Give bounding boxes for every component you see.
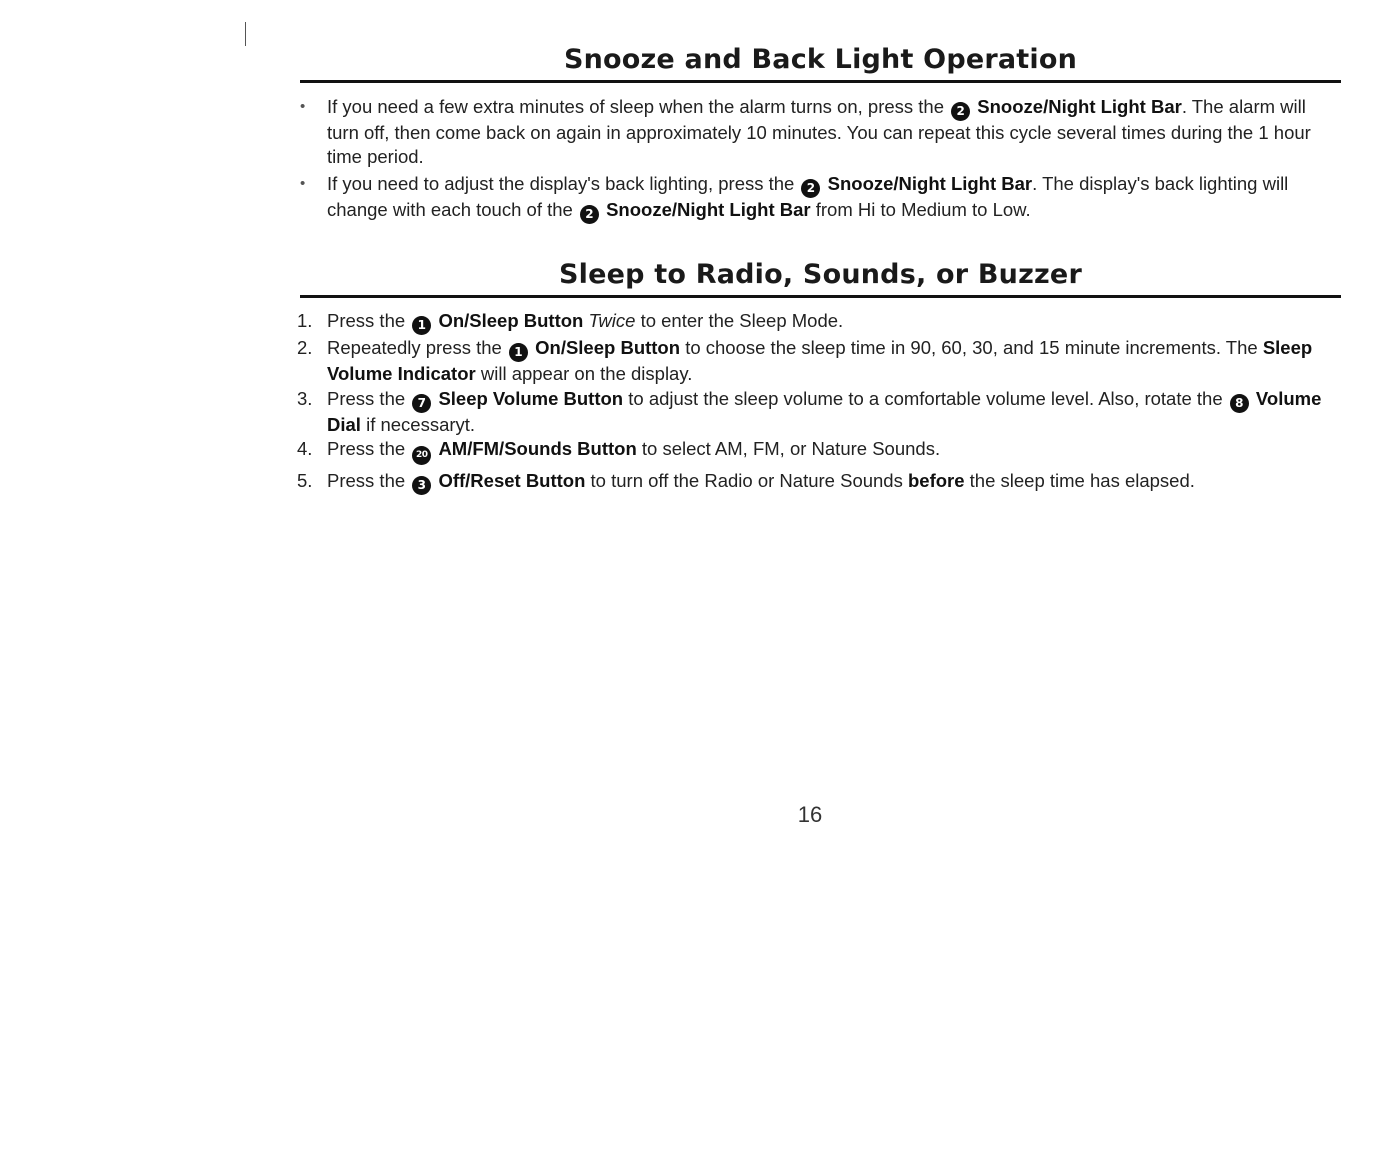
number-badge: 2	[580, 205, 599, 224]
step-text: to select AM, FM, or Nature Sounds.	[641, 438, 941, 459]
bullet-item	[300, 95, 1341, 168]
step-number: 2.	[297, 337, 313, 358]
key-term: Off/Reset Button	[438, 470, 586, 491]
page-number: 16	[797, 802, 823, 827]
step-item	[297, 437, 1341, 465]
key-term: On/Sleep Button	[535, 337, 681, 358]
number-badge: 2	[951, 102, 970, 121]
step-text: if necessaryt.	[366, 413, 476, 435]
number-badge: 20	[412, 446, 431, 465]
step-text: to choose the sleep time in 90, 60, 30, and 15 minute increments. The	[685, 337, 1258, 358]
step-text: will appear on the display.	[480, 363, 693, 384]
step-item	[297, 469, 1341, 495]
key-term: Snooze/Night Light Bar	[606, 199, 811, 220]
step-text: Press the	[327, 387, 406, 409]
number-badge: 1	[412, 316, 431, 335]
step-number: 5.	[297, 470, 313, 491]
margin-mark	[245, 22, 246, 46]
step-text: to turn off the Radio or Nature Sounds	[590, 470, 903, 491]
sleep-heading: Sleep to Radio, Sounds, or Buzzer	[300, 259, 1341, 298]
bullet-item	[300, 172, 1341, 224]
bullet-text: . The alarm will turn off, then come back on again in approximately 10 minutes. You can repeat this cycle several times during the 1 hour time period.	[327, 96, 1311, 167]
step-number: 3.	[297, 387, 313, 409]
snooze-heading: Snooze and Back Light Operation	[300, 44, 1341, 83]
step-text: Press the	[327, 438, 406, 459]
key-term: Snooze/Night Light Bar	[977, 96, 1182, 117]
step-text: to adjust the sleep volume to a comfortable volume level. Also, rotate the	[628, 387, 1223, 409]
key-term: before	[907, 470, 965, 491]
key-term: On/Sleep Button	[438, 310, 584, 331]
bullet-text: If you need a few extra minutes of sleep when the alarm turns on, press the	[327, 96, 945, 117]
step-text: Repeatedly press the	[327, 337, 502, 358]
number-badge: 2	[801, 179, 820, 198]
key-term: Sleep Volume Button	[438, 387, 624, 409]
step-item	[297, 309, 1341, 335]
snooze-bullets	[300, 95, 1341, 224]
step-text: Press the	[327, 310, 406, 331]
bullet-text: If you need to adjust the display's back lighting, press the	[327, 173, 795, 194]
key-term: Sleep Volume Indicator	[327, 337, 1313, 384]
sleep-steps	[297, 309, 1341, 495]
step-text: the sleep time has elapsed.	[969, 470, 1195, 491]
snooze-section	[300, 44, 1341, 228]
bullet-text: . The display's back lighting will change with each touch of the	[327, 173, 1289, 220]
key-term: Volume Dial	[327, 387, 1322, 435]
key-term: AM/FM/Sounds Button	[438, 438, 637, 459]
number-badge: 7	[412, 394, 431, 413]
sleep-section	[297, 259, 1341, 496]
emphasis: Twice	[588, 310, 636, 331]
bullet-text: from Hi to Medium to Low.	[815, 199, 1031, 220]
step-text: to enter the Sleep Mode.	[640, 310, 844, 331]
step-item	[297, 387, 1341, 437]
key-term: Snooze/Night Light Bar	[827, 173, 1033, 194]
step-number: 1.	[297, 310, 313, 331]
step-text: Press the	[327, 470, 406, 491]
number-badge: 3	[412, 476, 431, 495]
step-item	[297, 336, 1341, 386]
number-badge: 1	[509, 343, 528, 362]
number-badge: 8	[1230, 394, 1249, 413]
step-number: 4.	[297, 438, 313, 459]
